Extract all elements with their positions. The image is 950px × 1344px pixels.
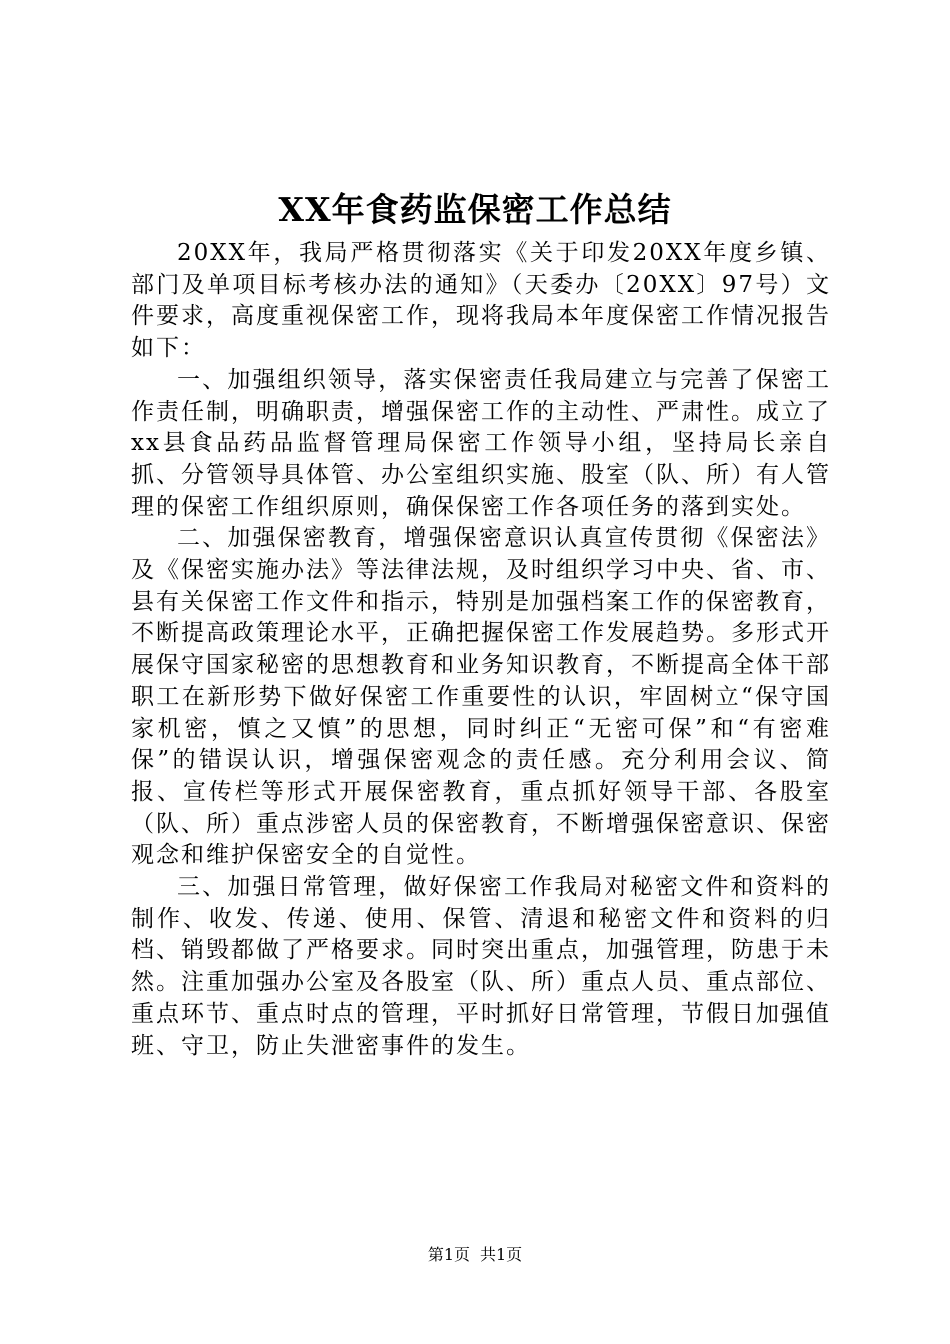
paragraph-intro: 20XX年，我局严格贯彻落实《关于印发20XX年度乡镇、部门及单项目标考核办法的通知》（天委办〔20XX〕97号）文件要求，高度重视保密工作，现将我局本年度保密工作情况报告如下： [131, 240, 831, 362]
document-title: XX年食药监保密工作总结 [278, 190, 672, 229]
document-body [131, 238, 831, 1062]
paragraph-section-3: 三、加强日常管理，做好保密工作我局对秘密文件和资料的制作、收发、传递、使用、保管、清退和秘密文件和资料的归档、销毁都做了严格要求。同时突出重点，加强管理，防患于未然。注重加强办公室及各股室（队、所）重点人员、重点部位、重点环节、重点时点的管理，平时抓好日常管理，节假日加强值班、守卫，防止失泄密事件的发生。 [131, 874, 831, 1059]
paragraph-section-2: 二、加强保密教育，增强保密意识认真宣传贯彻《保密法》及《保密实施办法》等法律法规，及时组织学习中央、省、市、县有关保密工作文件和指示，特别是加强档案工作的保密教育，不断提高政策理论水平，正确把握保密工作发展趋势。多形式开展保守国家秘密的思想教育和业务知识教育，不断提高全体干部职工在新形势下做好保密工作重要性的认识，牢固树立“保守国家机密，慎之又慎”的思想，同时纠正“无密可保”和“有密难保”的错误认识，增强保密观念的责任感。充分利用会议、简报、宣传栏等形式开展保密教育，重点抓好领导干部、各股室（队、所）重点涉密人员的保密教育，不断增强保密意识、保密观念和维护保密安全的自觉性。 [131, 525, 831, 869]
page-footer [0, 1245, 950, 1265]
paragraph-section-1: 一、加强组织领导，落实保密责任我局建立与完善了保密工作责任制，明确职责，增强保密工作的主动性、严肃性。成立了xx县食品药品监督管理局保密工作领导小组，坚持局长亲自抓、分管领导具体管、办公室组织实施、股室（队、所）有人管理的保密工作组织原则，确保保密工作各项任务的落到实处。 [131, 366, 831, 520]
page-number: 第1页 [427, 1245, 470, 1264]
page-total: 共1页 [480, 1245, 523, 1264]
